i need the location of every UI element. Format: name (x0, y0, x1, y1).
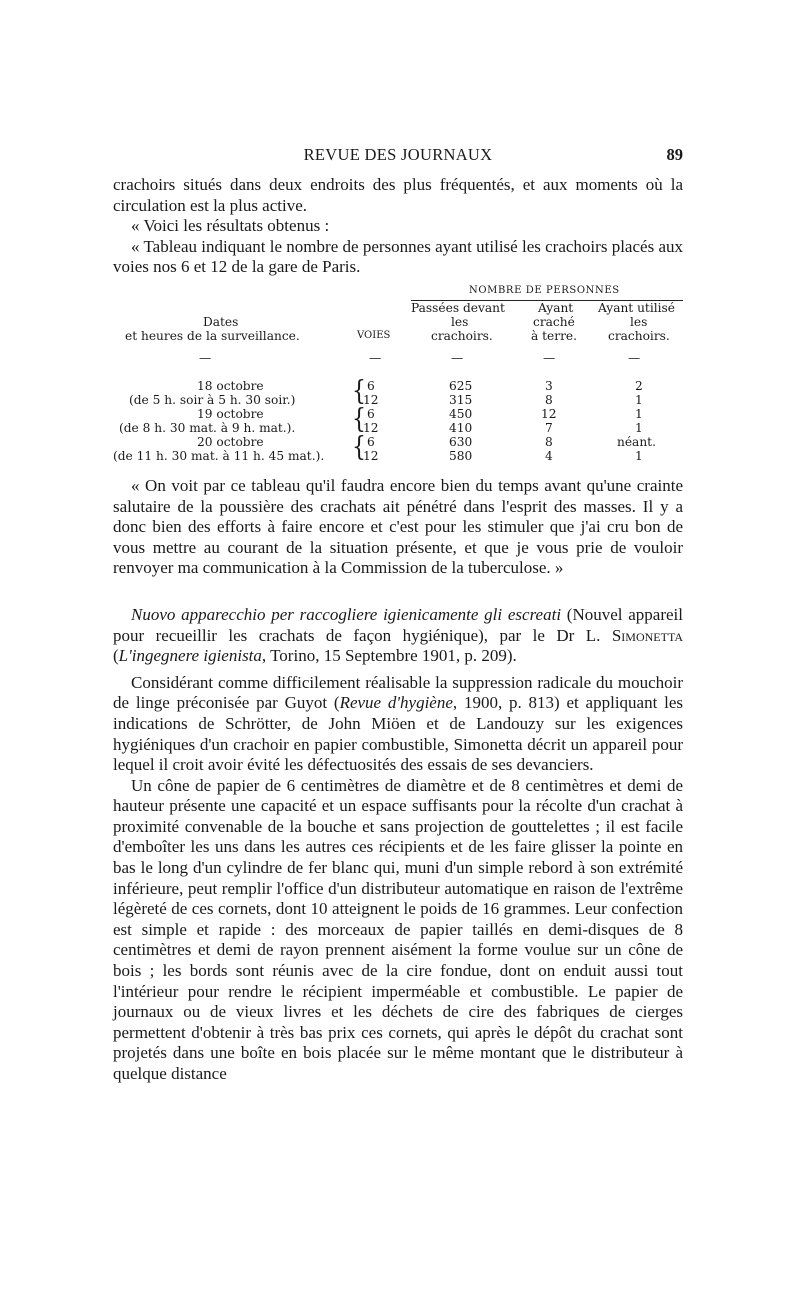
row-3-passees-a: 630 (449, 434, 473, 449)
article-title-italian: Nuovo apparecchio per raccogliere igienicamente gli escreati (131, 604, 562, 624)
article-citation: , Torino, 15 Septembre 1901, p. 209). (261, 646, 517, 666)
dash: — (199, 350, 212, 365)
paragraph-results-intro: « Voici les résultats obtenus : (131, 216, 330, 236)
header-crache-2: craché (533, 314, 575, 329)
row-1-utilise-a: 2 (635, 378, 643, 393)
running-title: REVUE DES JOURNAUX (303, 145, 493, 164)
row-3-date: 20 octobre (197, 434, 264, 449)
page-number: 89 (666, 145, 683, 164)
reference-title: Revue d'hygiène (339, 693, 453, 713)
row-1-passees-a: 625 (449, 378, 473, 393)
header-crache-3: à terre. (531, 328, 577, 343)
page-header (113, 145, 683, 167)
row-1-passees-b: 315 (449, 392, 473, 407)
paragraph-continuation: crachoirs situés dans deux endroits des plus fréquentés, et aux moments où la circulation est la plus active. (113, 175, 683, 215)
paragraph-considerant (113, 673, 683, 776)
header-voies: VOIES (357, 329, 391, 341)
header-utilise-1: Ayant utilisé (598, 300, 675, 315)
brace: { (352, 375, 366, 407)
header-passees-2: les (451, 314, 469, 329)
row-2-passees-b: 410 (449, 420, 473, 435)
row-1-voie-b: 12 (363, 392, 379, 407)
paragraph-conclusion: « On voit par ce tableau qu'il faudra encore bien du temps avant qu'une crainte salutaire de la poussière des crachats ait pénétré dans l'esprit des masses. Il y a donc bien des efforts à faire encore et c'est pour les stimuler que j'ai cru bon de vous mettre au courant de la situation présente, et que je vous prie de vouloir renvoyer ma communication à la Commission de la tuberculose. » (113, 475, 683, 578)
paragraph-table-caption: « Tableau indiquant le nombre de personnes ayant utilisé les crachoirs placés aux voies nos 6 et 12 de la gare de Paris. (113, 236, 683, 277)
row-2-utilise-b: 1 (635, 420, 643, 435)
row-2-crache-b: 7 (545, 420, 553, 435)
article-journal: L'ingegnere igienista (118, 646, 262, 666)
row-3-utilise-b: 1 (635, 448, 643, 463)
row-3-passees-b: 580 (449, 448, 473, 463)
results-table (113, 284, 683, 476)
article-author: Simonetta (611, 625, 683, 645)
row-2-passees-a: 450 (449, 406, 473, 421)
brace: { (352, 403, 366, 435)
dash: — (628, 350, 641, 365)
dash: — (543, 350, 556, 365)
article-heading (113, 605, 683, 667)
header-passees-1: Passées devant (411, 300, 505, 315)
header-passees-3: crachoirs. (431, 328, 493, 343)
row-3-hours: (de 11 h. 30 mat. à 11 h. 45 mat.). (113, 448, 325, 463)
brace: { (352, 431, 366, 463)
row-2-hours: (de 8 h. 30 mat. à 9 h. mat.). (119, 420, 296, 435)
row-1-date: 18 octobre (197, 378, 264, 393)
journal-open: ( (113, 646, 119, 666)
paragraph-text: Considérant comme difficilement réalisable la suppression radicale du mouchoir de linge préconisée par Guyot ( (113, 672, 683, 713)
header-dates: Dates (203, 314, 239, 329)
row-3-crache-b: 4 (545, 448, 553, 463)
row-2-date: 19 octobre (197, 406, 264, 421)
row-1-utilise-b: 1 (635, 392, 643, 407)
header-utilise-3: crachoirs. (608, 328, 670, 343)
row-1-crache-b: 8 (545, 392, 553, 407)
paragraph-cone-description: Un cône de papier de 6 centimètres de diamètre et de 8 centimètres et demi de hauteur présente une capacité et un espace suffisants pour la récolte d'un crachat à proximité convenable de la bouche et sans projection de gouttelettes ; il est facile d'emboîter les uns dans les autres ces récipients et de les faire glisser la pointe en bas le long d'un cylindre de fer blanc qui, muni d'un simple rebord à son extrémité inférieure, peut remplir l'office d'un distributeur automatique en raison de l'extrême légèreté de ces cornets, dont 10 atteignent le poids de 16 grammes. Leur confection est simple et rapide : des morceaux de papier taillés en demi-disques de 8 centimètres et demi de rayon prennent aisément la forme voulue sur un cône de bois ; les bords sont réunis avec de la cire fondue, dont on enduit aussi tout l'intérieur pour rendre le récipient imperméable et combustible. Le papier de journaux ou de vieux livres et les déchets de cire des fabriques de cierges permettent d'obtenir à très bas prix ces cornets, qui après le dépôt du crachat sont projetés dans une boîte en bois placée sur le même montant que le distributeur à quelque distance (113, 775, 683, 1083)
row-2-crache-a: 12 (541, 406, 557, 421)
row-2-voie-a: 6 (367, 406, 375, 421)
row-3-voie-a: 6 (367, 434, 375, 449)
row-3-utilise-a: néant. (617, 434, 656, 449)
header-utilise-2: les (630, 314, 648, 329)
row-2-utilise-a: 1 (635, 406, 643, 421)
row-1-crache-a: 3 (545, 378, 553, 393)
row-3-crache-a: 8 (545, 434, 553, 449)
paragraph-text: , 1900, p. 813) et appliquant les indications de Schrötter, de John Miöen et de Landouzy sur les exigences hygiéniques d'un crachoir en papier combustible, Simonetta décrit un appareil pour lequel il croit avoir évité les défectuosités des essais de ses devanciers. (113, 693, 683, 775)
row-1-hours: (de 5 h. soir à 5 h. 30 soir.) (129, 392, 296, 407)
dash: — (369, 350, 382, 365)
article-title-french: (Nouvel appareil pour recueillir les crachats de façon hygiénique), par le Dr L. (113, 604, 683, 645)
dash: — (451, 350, 464, 365)
row-1-voie-a: 6 (367, 378, 375, 393)
header-dates-sub: et heures de la surveillance. (125, 328, 300, 343)
header-crache-1: Ayant (538, 300, 574, 315)
group-header: NOMBRE DE PERSONNES (469, 284, 620, 296)
row-2-voie-b: 12 (363, 420, 379, 435)
row-3-voie-b: 12 (363, 448, 379, 463)
page-body (113, 175, 683, 1085)
